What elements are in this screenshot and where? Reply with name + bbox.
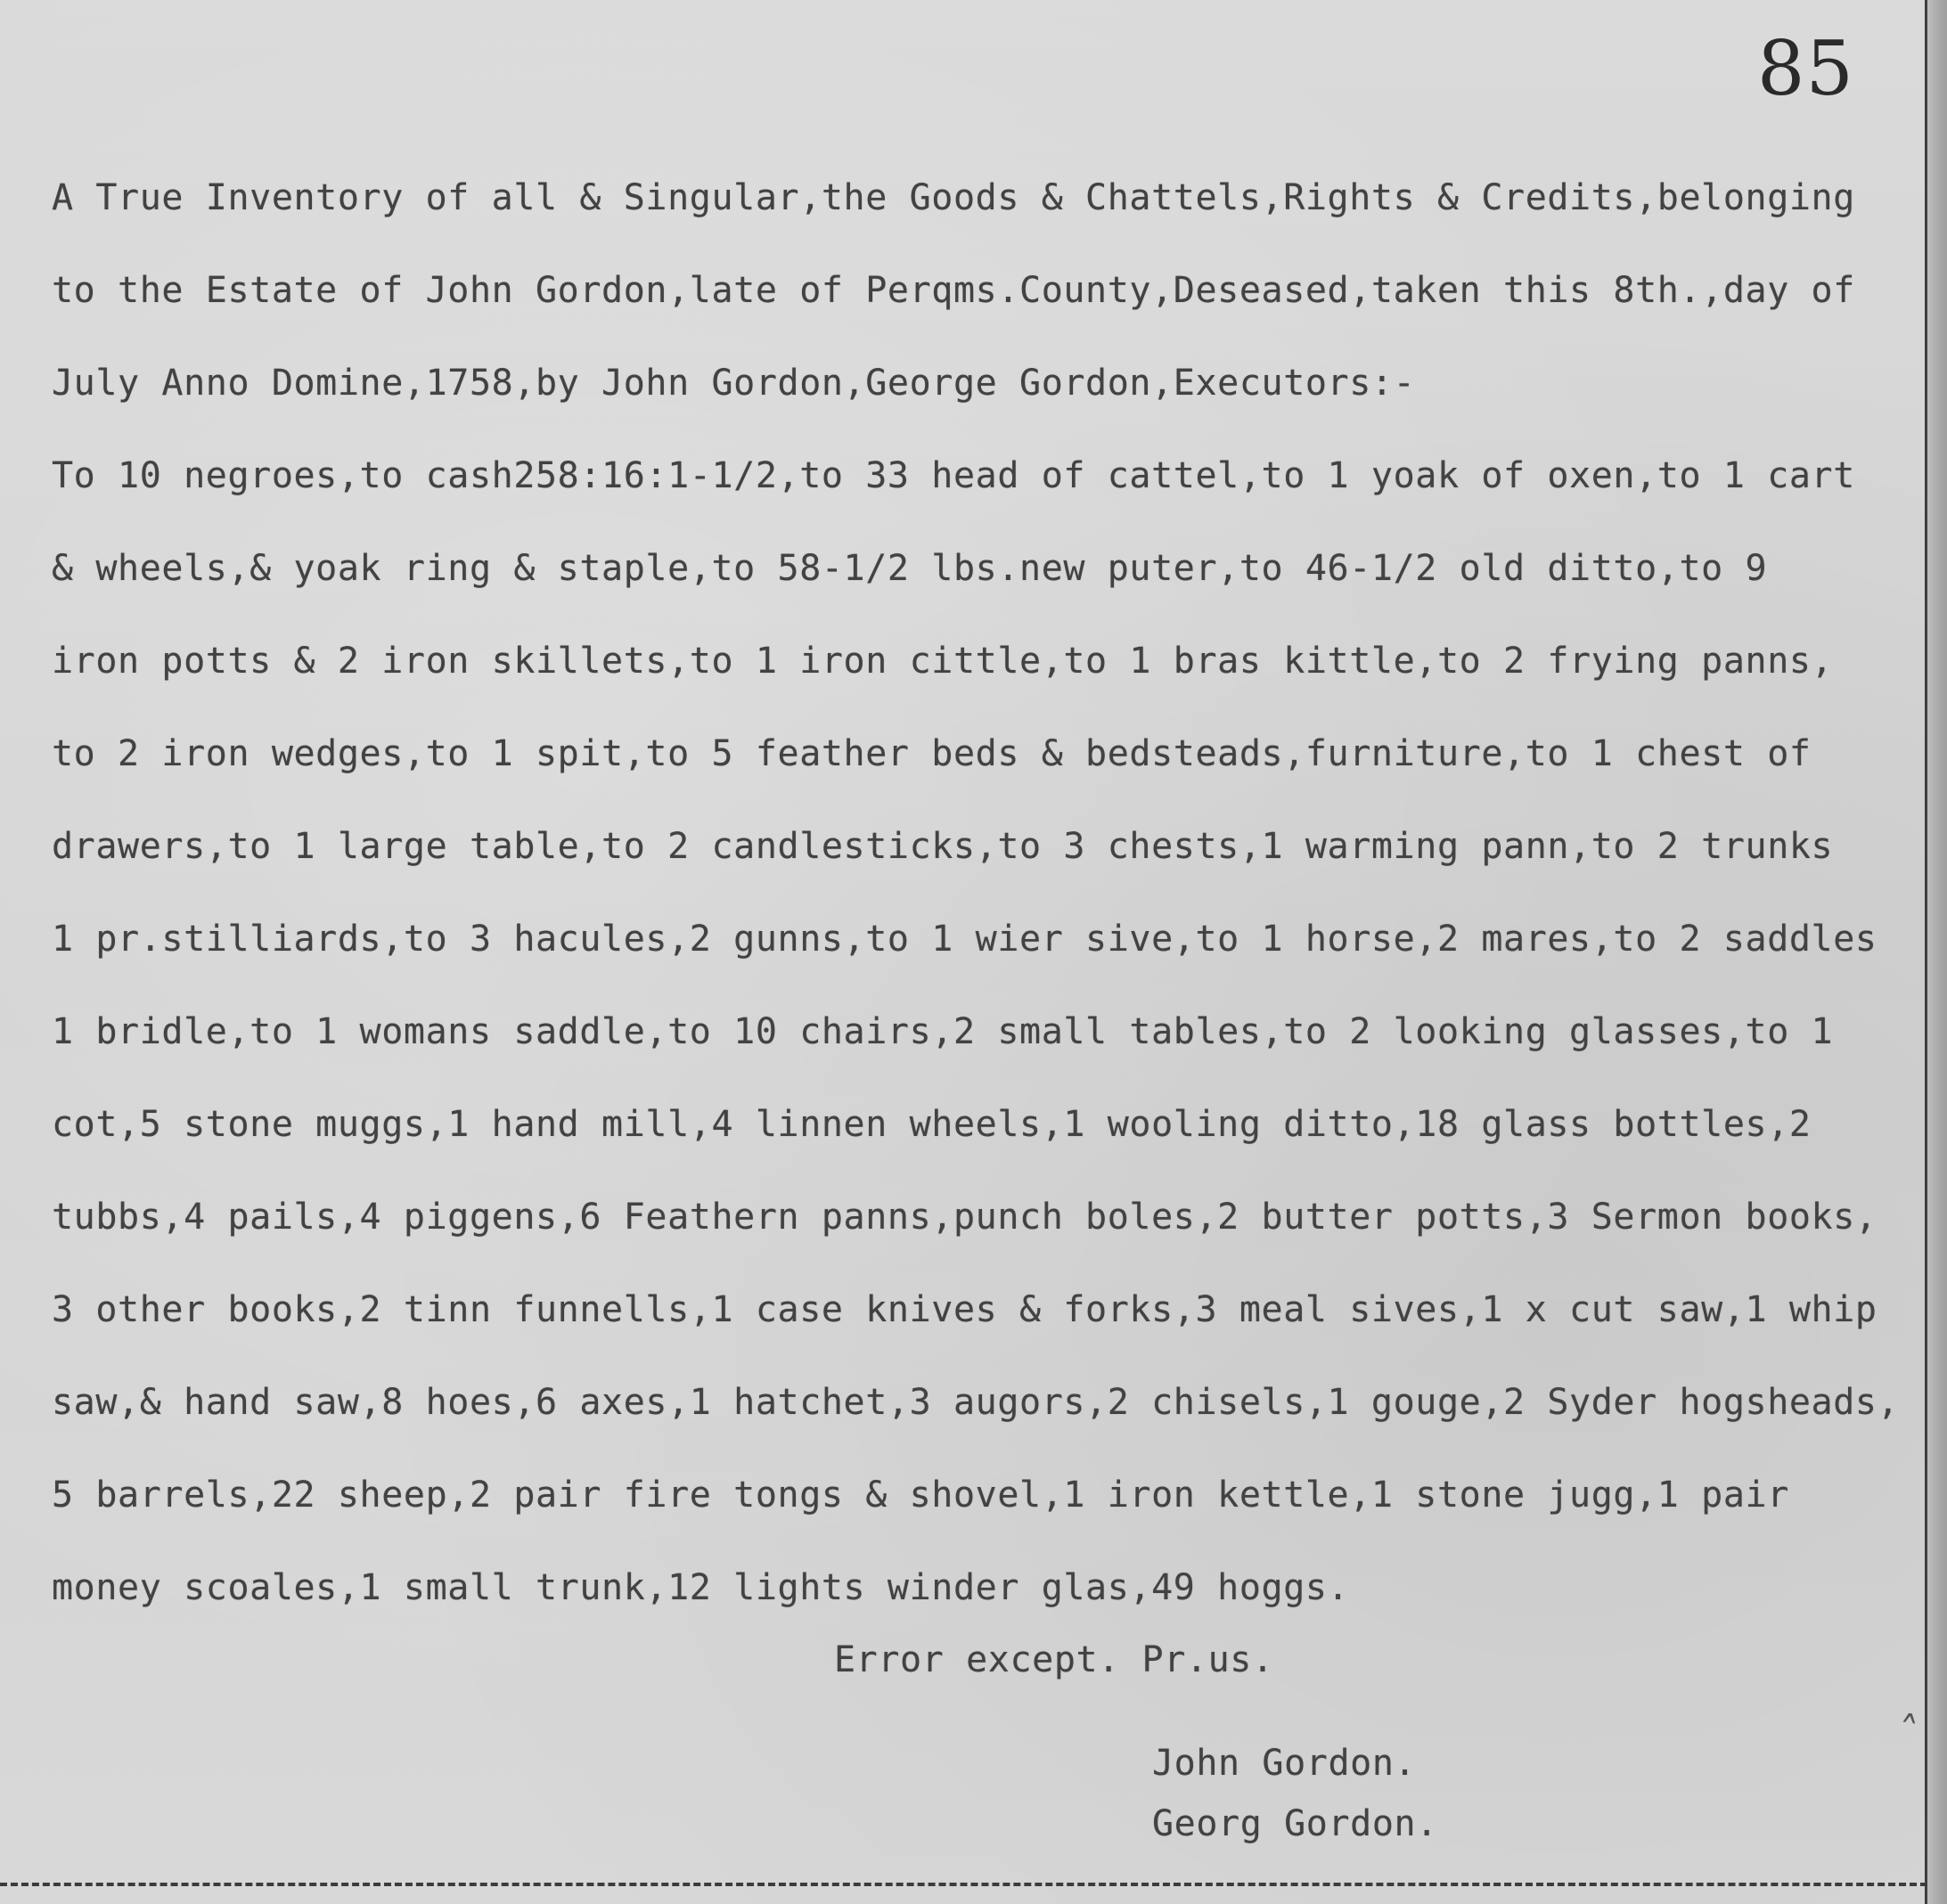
text-line: to 2 iron wedges,to 1 spit,to 5 feather beds & bedsteads,furniture,to 1 chest of bbox=[52, 733, 1812, 774]
text-line: July Anno Domine,1758,by John Gordon,George Gordon,Executors:- bbox=[52, 363, 1416, 404]
page-number: 85 bbox=[1757, 25, 1854, 112]
text-line: 3 other books,2 tinn funnells,1 case knives & forks,3 meal sives,1 x cut saw,1 whip bbox=[52, 1289, 1877, 1330]
text-line: A True Inventory of all & Singular,the Goods & Chattels,Rights & Credits,belonging bbox=[52, 177, 1855, 218]
signature-line: John Gordon. bbox=[1152, 1743, 1417, 1784]
inventory-text bbox=[52, 151, 1941, 1634]
text-line: 1 bridle,to 1 womans saddle,to 10 chairs,2 small tables,to 2 looking glasses,to 1 bbox=[52, 1011, 1834, 1052]
text-line: iron potts & 2 iron skillets,to 1 iron cittle,to 1 bras kittle,to 2 frying panns, bbox=[52, 641, 1834, 682]
dashed-divider bbox=[0, 1883, 1927, 1886]
signature-block bbox=[1152, 1733, 1438, 1854]
text-line: saw,& hand saw,8 hoes,6 axes,1 hatchet,3 augors,2 chisels,1 gouge,2 Syder hogsheads, bbox=[52, 1382, 1900, 1423]
text-line: drawers,to 1 large table,to 2 candlesticks,to 3 chests,1 warming pann,to 2 trunks bbox=[52, 826, 1834, 867]
signature-line: Georg Gordon. bbox=[1152, 1803, 1438, 1844]
text-line: & wheels,& yoak ring & staple,to 58-1/2 lbs.new puter,to 46-1/2 old ditto,to 9 bbox=[52, 548, 1768, 589]
text-line: tubbs,4 pails,4 piggens,6 Feathern panns,punch boles,2 butter potts,3 Sermon books, bbox=[52, 1197, 1877, 1238]
text-line: 1 pr.stilliards,to 3 hacules,2 gunns,to 1 wier sive,to 1 horse,2 mares,to 2 saddles bbox=[52, 919, 1877, 960]
text-line: To 10 negroes,to cash258:16:1-1/2,to 33 head of cattel,to 1 yoak of oxen,to 1 cart bbox=[52, 455, 1855, 496]
text-line: 5 barrels,22 sheep,2 pair fire tongs & shovel,1 iron kettle,1 stone jugg,1 pair bbox=[52, 1475, 1789, 1516]
text-line: to the Estate of John Gordon,late of Perqms.County,Deseased,taken this 8th.,day of bbox=[52, 270, 1855, 311]
text-line: cot,5 stone muggs,1 hand mill,4 linnen wheels,1 wooling ditto,18 glass bottles,2 bbox=[52, 1104, 1812, 1145]
margin-mark-icon: ˄ bbox=[1894, 1707, 1921, 1756]
closing-line: Error except. Pr.us. bbox=[834, 1639, 1274, 1680]
text-line: money scoales,1 small trunk,12 lights winder glas,49 hoggs. bbox=[52, 1567, 1350, 1608]
